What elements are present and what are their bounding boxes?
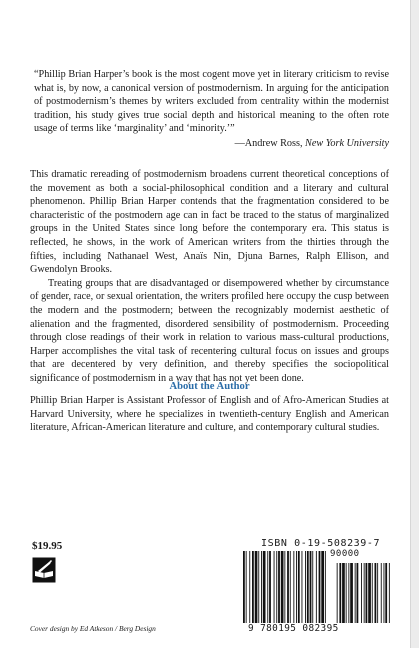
barcode-bar bbox=[249, 551, 250, 623]
barcode-graphic bbox=[242, 551, 392, 625]
addon-bar bbox=[348, 563, 349, 623]
barcode-bar bbox=[263, 551, 266, 623]
addon-bar bbox=[372, 563, 373, 623]
cover-credit: Cover design by Ed Atkeson / Berg Design bbox=[30, 624, 156, 633]
addon-bar bbox=[346, 563, 347, 623]
addon-bar bbox=[337, 563, 338, 623]
cover-edge-line bbox=[410, 0, 411, 648]
book-description bbox=[30, 168, 389, 386]
about-author-text: Phillip Brian Harper is Assistant Professor of English and of Afro-American Studies at Harvard University, where he specializes in twentieth-century English and American literature, African-American literature and culture, and contemporary cultural studies. bbox=[30, 395, 389, 434]
barcode-bar bbox=[310, 551, 312, 623]
isbn-text: ISBN 0-19-508239-7 bbox=[261, 538, 381, 549]
addon-bar bbox=[357, 563, 359, 623]
addon-bar bbox=[381, 563, 382, 623]
price-label: $19.95 bbox=[32, 540, 63, 552]
barcode-bar bbox=[252, 551, 254, 623]
barcode-bar bbox=[261, 551, 262, 623]
barcode-bar bbox=[319, 551, 321, 623]
addon-bar bbox=[368, 563, 371, 623]
barcode-bar bbox=[312, 551, 313, 623]
book-and-quill-logo-icon bbox=[32, 557, 56, 583]
quote-attribution bbox=[235, 137, 389, 151]
barcode-bar bbox=[298, 551, 300, 623]
addon-bar bbox=[377, 563, 378, 623]
attribution-affiliation: New York University bbox=[305, 138, 389, 149]
about-author-heading: About the Author bbox=[169, 381, 250, 392]
barcode-bar bbox=[325, 551, 326, 623]
addon-bar bbox=[342, 563, 345, 623]
barcode-bar bbox=[246, 551, 247, 623]
barcode-bar bbox=[267, 551, 268, 623]
barcode-bar bbox=[258, 551, 259, 623]
barcode-bar bbox=[321, 551, 324, 623]
addon-bar bbox=[389, 563, 390, 623]
barcode-bar bbox=[269, 551, 271, 623]
barcode-bar bbox=[276, 551, 277, 623]
description-paragraph: This dramatic rereading of postmodernism broadens current theoretical conceptions of the movement as both a social-philosophical condition and a literary and cultural phenomenon. Phillip Brian Harper contends that the fragmentation considered to be characteristic of the postmodern age can in fact be traced to the status of marginalized groups in the United States since long before the contemporary era. This status is reflected, he shows, in the work of American writers from the thirties through the fifties, including Nathanael West, Anaïs Nin, Djuna Barnes, Ralph Ellison, and Gwendolyn Brooks. bbox=[30, 169, 389, 276]
barcode-addon-number: 90000 bbox=[330, 549, 360, 559]
barcode-bar bbox=[316, 551, 317, 623]
ean-number: 9 780195 082395 bbox=[248, 623, 339, 634]
barcode-bar bbox=[281, 551, 284, 623]
addon-bar bbox=[355, 563, 356, 623]
addon-bar bbox=[384, 563, 385, 623]
barcode-bar bbox=[287, 551, 289, 623]
addon-bar bbox=[339, 563, 341, 623]
attribution-name: —Andrew Ross, bbox=[234, 138, 303, 149]
cover-edge bbox=[411, 0, 419, 648]
addon-bar bbox=[366, 563, 368, 623]
addon-bar bbox=[364, 563, 365, 623]
barcode-bar bbox=[302, 551, 303, 623]
addon-bar bbox=[361, 563, 362, 623]
barcode-bar bbox=[296, 551, 297, 623]
review-quote: “Phillip Brian Harper’s book is the most cogent move yet in literary criticism to revise what is, by now, a canonical version of postmodernism. In arguing for the anticipation of postmodernism’s themes by writers excluded from centrality within the modernist tradition, his study gives true social depth and historical meaning to the often rote usage of terms like ‘marginality’ and ‘minority.’” bbox=[34, 69, 389, 135]
addon-bar bbox=[375, 563, 377, 623]
barcode-bar bbox=[290, 551, 291, 623]
barcode-bar bbox=[284, 551, 285, 623]
barcode-bar bbox=[307, 551, 309, 623]
addon-bar bbox=[385, 563, 387, 623]
barcode-bar bbox=[293, 551, 294, 623]
barcode-bar bbox=[243, 551, 245, 623]
barcode-bar bbox=[305, 551, 306, 623]
barcode-bar bbox=[274, 551, 275, 623]
barcode-bar bbox=[255, 551, 258, 623]
description-paragraph: Treating groups that are disadvantaged or disempowered whether by circumstance of gender, race, or sexual orientation, the writers profiled here occupy the cusp between the modern and the postmodern; between the recognizably modernist aesthetic of alienation and the fragmented, disordered sensibility of postmodernism. Proceeding through close readings of their work in relation to various mass-cultural productions, Harper accomplishes the vital task of recentering cultural focus on issues and groups that are decentered by very definition, and thereby specifies the sociopolitical significance of postmodernism in a way that has not yet been done. bbox=[30, 277, 389, 384]
barcode-bar bbox=[278, 551, 280, 623]
addon-bar bbox=[350, 563, 353, 623]
